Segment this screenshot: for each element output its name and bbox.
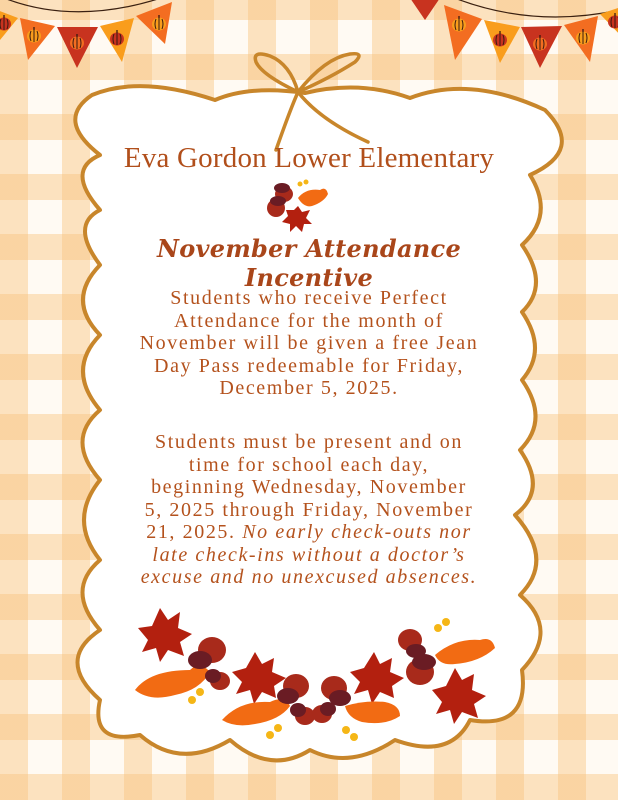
pennant-bunting-right	[410, 0, 618, 68]
text-line: beginning Wednesday, November	[151, 476, 467, 498]
attendance-requirements	[90, 431, 528, 589]
text-line: late check-ins without a doctor’s	[152, 543, 466, 566]
text-line: time for school each day,	[188, 453, 430, 476]
text-line: Attendance for the month of	[174, 309, 444, 332]
text-line: excuse and no unexcused absences.	[140, 566, 478, 588]
scalloped-frame	[75, 86, 562, 760]
text-line: Day Pass redeemable for Friday,	[154, 354, 464, 377]
incentive-title: November Attendance Incentive	[156, 234, 462, 292]
end-date-text: 21, 2025.	[146, 521, 243, 543]
incentive-description	[90, 287, 528, 400]
text-line: Students must be present and on	[155, 431, 463, 453]
text-line: December 5, 2025.	[219, 377, 399, 399]
text-line: Students who receive Perfect	[170, 287, 448, 309]
school-name: Eva Gordon Lower Elementary	[123, 142, 495, 174]
text-line	[90, 521, 528, 544]
text-line: 5, 2025 through Friday, November	[144, 498, 474, 521]
text-line: November will be given a free Jean	[139, 332, 479, 354]
rules-italic-text: No early check-outs nor	[242, 521, 472, 543]
pennant-bunting-left	[0, 0, 172, 68]
